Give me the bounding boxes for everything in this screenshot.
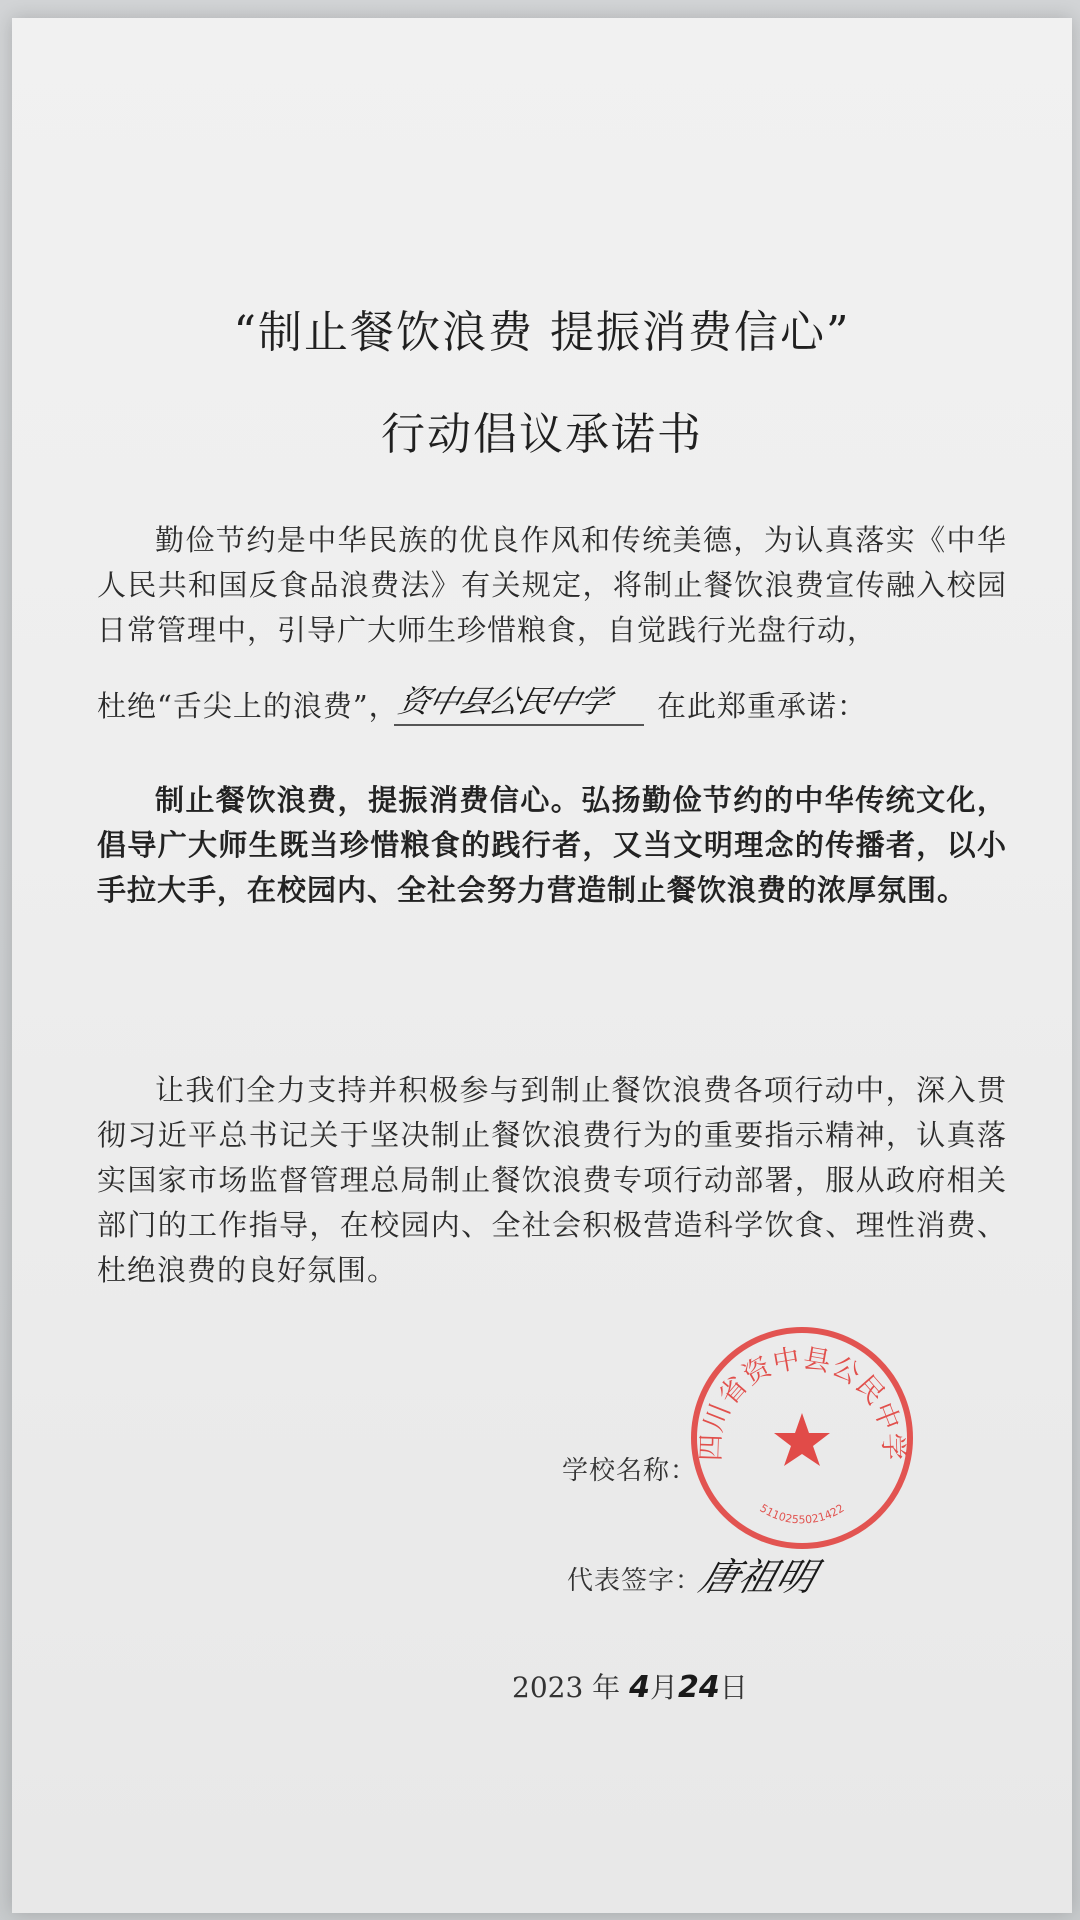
date-day: 24 bbox=[677, 1670, 720, 1705]
document-subtitle: 行动倡议承诺书 bbox=[381, 409, 703, 460]
date-year: 2023 年 bbox=[512, 1671, 621, 1704]
paragraph-intro-line4-start: 杜绝“舌尖上的浪费”， bbox=[97, 689, 399, 723]
date-day-unit: 日 bbox=[719, 1671, 748, 1704]
representative-label: 代表签字： bbox=[567, 1566, 703, 1596]
school-name-label: 学校名称： bbox=[562, 1456, 698, 1486]
paragraph-action: 让我们全力支持并积极参与到制止餐饮浪费各项行动中，深入贯彻习近平总书记关于坚决制止餐饮浪费行为的重要指示精神，认真落实国家市场监督管理总局制止餐饮浪费专项行动部署，服从政府相关部门的工作指导，在校园内、全社会积极营造科学饮食、理性消费、杜绝浪费的良好氛围。 bbox=[97, 1073, 1007, 1287]
document-date bbox=[512, 1666, 748, 1706]
svg-text:5110255021422 bbox=[757, 1502, 846, 1527]
handwritten-signature: 唐祖明 bbox=[694, 1555, 822, 1599]
seal-text: 四川省资中县公民中学 bbox=[695, 1343, 909, 1462]
paragraph-intro: 勤俭节约是中华民族的优良作风和传统美德，为认真落实《中华人民共和国反食品浪费法》有关规定，将制止餐饮浪费宣传融入校园日常管理中，引导广大师生珍惜粮食，自觉践行光盘行动， bbox=[97, 523, 1007, 647]
seal-number: 5110255021422 bbox=[757, 1501, 847, 1527]
paragraph-commitment: 制止餐饮浪费，提振消费信心。弘扬勤俭节约的中华传统文化，倡导广大师生既当珍惜粮食的践行者，又当文明理念的传播者，以小手拉大手，在校园内、全社会努力营造制止餐饮浪费的浓厚氛围。 bbox=[97, 783, 1007, 907]
handwritten-school-name: 资中县公民中学 bbox=[394, 684, 614, 720]
paragraph-intro-line4-end: 在此郑重承诺： bbox=[657, 689, 868, 723]
document-page bbox=[12, 18, 1072, 1913]
document-title: “制止餐饮浪费 提振消费信心” bbox=[233, 307, 851, 358]
date-month-unit: 月 bbox=[649, 1671, 678, 1704]
date-month: 4 bbox=[629, 1670, 650, 1705]
official-seal bbox=[682, 1318, 922, 1558]
star-icon bbox=[774, 1413, 830, 1466]
